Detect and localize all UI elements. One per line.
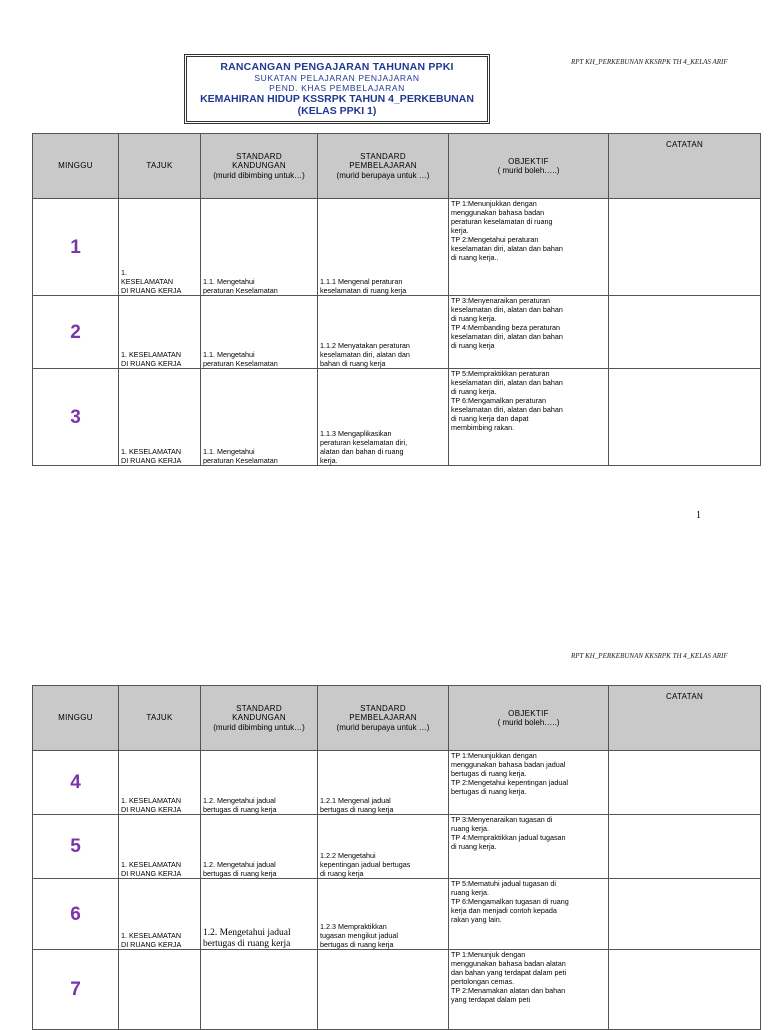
cell-tajuk: 1. KESELAMATAN DI RUANG KERJA bbox=[119, 199, 201, 296]
cell-standard-pembelajaran: 1.1.2 Menyatakan peraturan keselamatan diri, alatan dan bahan di ruang kerja bbox=[318, 296, 449, 369]
week-number: 1 bbox=[33, 199, 119, 296]
week-number: 7 bbox=[33, 950, 119, 1030]
table-row bbox=[33, 879, 761, 950]
cell-standard-kandungan: 1.1. Mengetahui peraturan Keselamatan bbox=[201, 199, 318, 296]
cell-standard-pembelajaran: 1.2.3 Mempraktikkan tugasan mengikut jadual bertugas di ruang kerja bbox=[318, 879, 449, 950]
col-standard-pembelajaran: STANDARD PEMBELAJARAN (murid berupaya untuk …) bbox=[318, 686, 449, 751]
col-standard-kandungan: STANDARD KANDUNGAN (murid dibimbing untuk…) bbox=[201, 134, 318, 199]
col-catatan: CATATAN bbox=[609, 686, 761, 751]
cell-standard-kandungan: 1.2. Mengetahui jadual bertugas di ruang kerja bbox=[201, 815, 318, 879]
cell-catatan bbox=[609, 199, 761, 296]
title-line-4: KEMAHIRAN HIDUP KSSRPK TAHUN 4_PERKEBUNAN bbox=[200, 93, 474, 105]
week-number: 4 bbox=[33, 751, 119, 815]
cell-standard-kandungan: 1.2. Mengetahui jadual bertugas di ruang kerja bbox=[201, 879, 318, 950]
title-line-5: (KELAS PPKI 1) bbox=[297, 105, 377, 117]
table-row bbox=[33, 950, 761, 1030]
cell-tajuk: 1. KESELAMATAN DI RUANG KERJA bbox=[119, 751, 201, 815]
running-header-page-1: RPT KH_PERKEBUNAN KKSRPK TH 4_KELAS ARIF bbox=[571, 58, 728, 66]
cell-tajuk: 1. KESELAMATAN DI RUANG KERJA bbox=[119, 296, 201, 369]
cell-objektif: TP 1:Menunjukkan dengan menggunakan bahasa badan jadual bertugas di ruang kerja. TP 2:Mengetahui kepentingan jadual bertugas di ruang kerja. bbox=[449, 751, 609, 815]
col-catatan: CATATAN bbox=[609, 134, 761, 199]
cell-objektif: TP 5:Mempraktikkan peraturan keselamatan diri, alatan dan bahan di ruang kerja. TP 6:Mengamalkan peraturan keselamatan diri, alatan dan bahan di ruang kerja dan dapat membimbing rakan. bbox=[449, 369, 609, 466]
title-line-2: SUKATAN PELAJARAN PENJAJARAN bbox=[254, 73, 420, 83]
cell-catatan bbox=[609, 369, 761, 466]
col-objektif: OBJEKTIF ( murid boleh…..) bbox=[449, 686, 609, 751]
table-row bbox=[33, 199, 761, 296]
cell-standard-kandungan: 1.1. Mengetahui peraturan Keselamatan bbox=[201, 369, 318, 466]
cell-catatan bbox=[609, 296, 761, 369]
cell-objektif: TP 3:Menyenaraikan tugasan di ruang kerja. TP 4:Mempraktikkan jadual tugasan di ruang kerja. bbox=[449, 815, 609, 879]
cell-standard-kandungan: 1.2. Mengetahui jadual bertugas di ruang kerja bbox=[201, 751, 318, 815]
table-header-row bbox=[33, 686, 761, 751]
col-standard-pembelajaran: STANDARD PEMBELAJARAN (murid berupaya untuk …) bbox=[318, 134, 449, 199]
col-tajuk: TAJUK bbox=[119, 134, 201, 199]
cell-tajuk: 1. KESELAMATAN DI RUANG KERJA bbox=[119, 815, 201, 879]
col-minggu: MINGGU bbox=[33, 686, 119, 751]
table-row bbox=[33, 815, 761, 879]
plan-table-page-2 bbox=[32, 685, 761, 1030]
cell-catatan bbox=[609, 815, 761, 879]
cell-objektif: TP 5:Mematuhi jadual tugasan di ruang kerja. TP 6:Mengamalkan tugasan di ruang kerja dan menjadi contoh kepada rakan yang lain. bbox=[449, 879, 609, 950]
cell-catatan bbox=[609, 751, 761, 815]
week-number: 6 bbox=[33, 879, 119, 950]
cell-tajuk: 1. KESELAMATAN DI RUANG KERJA bbox=[119, 879, 201, 950]
title-line-3: PEND. KHAS PEMBELAJARAN bbox=[269, 83, 405, 93]
week-number: 5 bbox=[33, 815, 119, 879]
cell-objektif: TP 3:Menyenaraikan peraturan keselamatan diri, alatan dan bahan di ruang kerja. TP 4:Membanding beza peraturan keselamatan diri, alatan dan bahan di ruang kerja bbox=[449, 296, 609, 369]
col-minggu: MINGGU bbox=[33, 134, 119, 199]
title-line-1: RANCANGAN PENGAJARAN TAHUNAN PPKI bbox=[220, 61, 454, 73]
page-number: 1 bbox=[696, 510, 701, 521]
cell-tajuk: 1. KESELAMATAN DI RUANG KERJA bbox=[119, 369, 201, 466]
col-standard-kandungan: STANDARD KANDUNGAN (murid dibimbing untuk…) bbox=[201, 686, 318, 751]
table-header-row bbox=[33, 134, 761, 199]
col-tajuk: TAJUK bbox=[119, 686, 201, 751]
cell-catatan bbox=[609, 879, 761, 950]
cell-standard-pembelajaran bbox=[318, 950, 449, 1030]
document-title-box bbox=[184, 54, 490, 124]
cell-standard-pembelajaran: 1.2.1 Mengenal jadual bertugas di ruang kerja bbox=[318, 751, 449, 815]
col-objektif: OBJEKTIF ( murid boleh…..) bbox=[449, 134, 609, 199]
table-row bbox=[33, 751, 761, 815]
cell-standard-pembelajaran: 1.1.3 Mengaplikasikan peraturan keselamatan diri, alatan dan bahan di ruang kerja. bbox=[318, 369, 449, 466]
cell-tajuk bbox=[119, 950, 201, 1030]
cell-standard-kandungan: 1.1. Mengetahui peraturan Keselamatan bbox=[201, 296, 318, 369]
cell-standard-kandungan bbox=[201, 950, 318, 1030]
running-header-page-2: RPT KH_PERKEBUNAN KKSRPK TH 4_KELAS ARIF bbox=[571, 652, 728, 660]
cell-objektif: TP 1:Menunjuk dengan menggunakan bahasa badan alatan dan bahan yang terdapat dalam peti pertolongan cemas. TP 2:Menamakan alatan dan bahan yang terdapat dalam peti bbox=[449, 950, 609, 1030]
cell-standard-pembelajaran: 1.1.1 Mengenal peraturan keselamatan di ruang kerja bbox=[318, 199, 449, 296]
week-number: 3 bbox=[33, 369, 119, 466]
cell-catatan bbox=[609, 950, 761, 1030]
cell-standard-pembelajaran: 1.2.2 Mengetahui kepentingan jadual bertugas di ruang kerja bbox=[318, 815, 449, 879]
week-number: 2 bbox=[33, 296, 119, 369]
plan-table-page-1 bbox=[32, 133, 761, 466]
table-row bbox=[33, 369, 761, 466]
cell-objektif: TP 1:Menunjukkan dengan menggunakan bahasa badan peraturan keselamatan di ruang kerja. TP 2:Mengetahui peraturan keselamatan diri, alatan dan bahan di ruang kerja.. bbox=[449, 199, 609, 296]
table-row bbox=[33, 296, 761, 369]
